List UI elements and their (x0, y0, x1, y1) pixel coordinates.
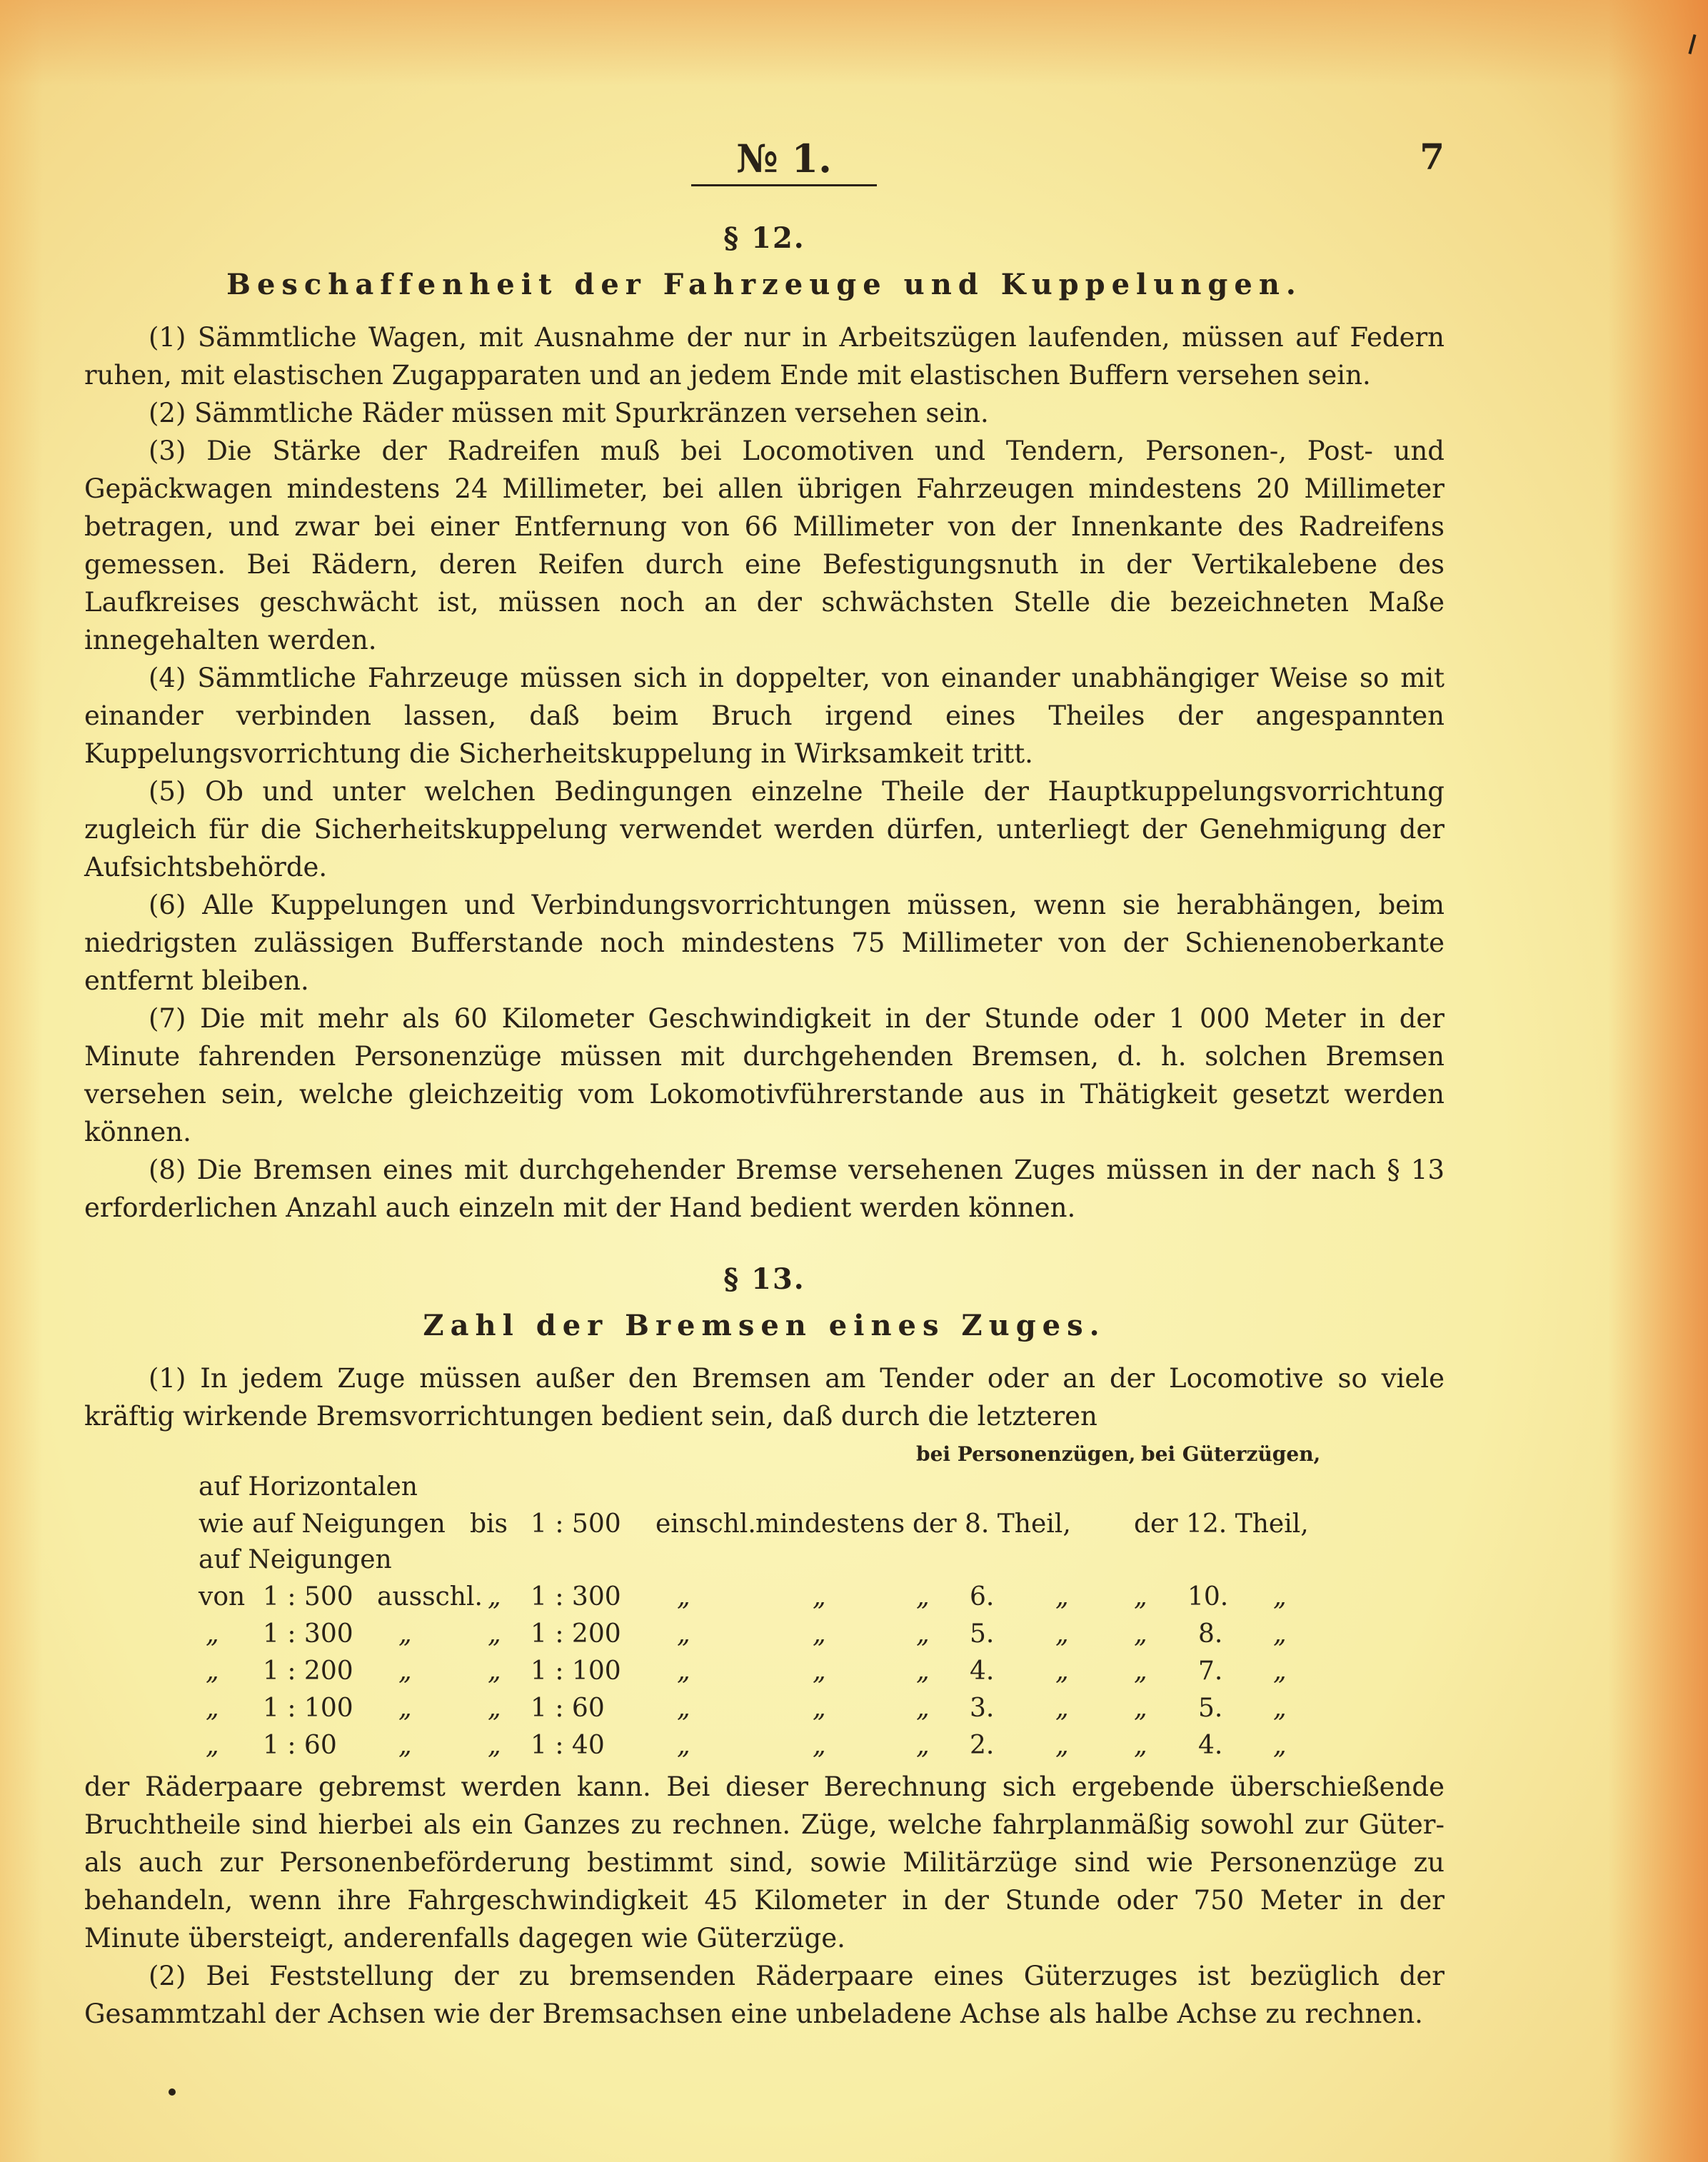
table-cell: 7. (1198, 1656, 1223, 1686)
paragraph: (6) Alle Kuppelungen und Verbindungsvorrichtungen müssen, wenn sie herabhängen, beim niedrigsten zulässigen Bufferstande noch mindestens 75 Millimeter von der Schienenoberkante entfernt bleiben. (84, 890, 1445, 996)
ditto-mark: „ (398, 1694, 412, 1723)
ditto-mark: „ (813, 1582, 826, 1612)
paragraph: (4) Sämmtliche Fahrzeuge müssen sich in doppelter, von einander unabhängiger Weise so mit einander verbinden lassen, daß beim Bruch irgend eines Theiles der angespannten Kuppelungsvorrichtung die Sicherheitskuppelung in Wirksamkeit tritt. (84, 663, 1445, 769)
table-cell: von (199, 1582, 246, 1612)
ditto-mark: „ (1134, 1656, 1147, 1686)
page-number: 7 (1420, 136, 1445, 178)
row-label: auf Neigungen (199, 1545, 392, 1574)
ditto-mark: „ (677, 1582, 690, 1612)
ditto-mark: „ (916, 1731, 930, 1760)
ditto-mark: „ (813, 1656, 826, 1686)
ditto-mark: „ (677, 1694, 690, 1723)
ditto-mark: „ (1055, 1694, 1069, 1723)
table-cell: der 12. Theil, (1134, 1509, 1309, 1539)
ditto-mark: „ (1055, 1619, 1069, 1649)
table-cell: 2. (970, 1731, 995, 1760)
row-label: auf Horizontalen (199, 1472, 418, 1502)
table-cell: 1 : 300 (263, 1619, 353, 1649)
ditto-mark: „ (1134, 1731, 1147, 1760)
section-12-number: § 12. (723, 221, 805, 255)
brake-ratio-table (84, 1435, 1445, 1760)
ditto-mark: „ (488, 1619, 501, 1649)
ditto-mark: „ (1134, 1582, 1147, 1612)
ditto-mark: „ (1273, 1619, 1287, 1649)
table-cell: 1 : 60 (263, 1731, 337, 1760)
table-cell: 10. (1187, 1582, 1229, 1612)
table-cell: 1 : 100 (531, 1656, 621, 1686)
table-cell: 1 : 60 (531, 1694, 605, 1723)
ditto-mark: „ (488, 1582, 501, 1612)
ditto-mark: „ (916, 1694, 930, 1723)
ditto-mark: „ (398, 1619, 412, 1649)
table-cell: mindestens (755, 1509, 905, 1539)
table-cell: 1 : 100 (263, 1694, 353, 1723)
paragraph: (1) In jedem Zuge müssen außer den Bremsen am Tender oder an der Locomotive so viele kräftig wirkende Bremsvorrichtungen bedient sein, daß durch die letzteren (84, 1363, 1445, 1432)
paragraph: (1) Sämmtliche Wagen, mit Ausnahme der nur in Arbeitszügen laufenden, müssen auf Federn ruhen, mit elastischen Zugapparaten und an jedem Ende mit elastischen Buffern versehen sein. (84, 322, 1445, 391)
table-cell: 8. (1198, 1619, 1223, 1649)
ditto-mark: „ (677, 1619, 690, 1649)
ditto-mark: „ (1273, 1694, 1287, 1723)
ditto-mark: „ (1055, 1656, 1069, 1686)
table-cell: 4. (970, 1656, 995, 1686)
ditto-mark: „ (488, 1694, 501, 1723)
issue-number: № 1. (691, 136, 877, 186)
ditto-mark: „ (813, 1731, 826, 1760)
ink-dot (169, 2088, 176, 2096)
ditto-mark: „ (916, 1582, 930, 1612)
ditto-mark: „ (206, 1619, 219, 1649)
column-header-personen: bei Personenzügen, (916, 1442, 1136, 1466)
table-cell: ausschl. (377, 1582, 483, 1612)
table-cell: 4. (1198, 1731, 1223, 1760)
ditto-mark: „ (206, 1731, 219, 1760)
table-cell: der 8. Theil, (913, 1509, 1071, 1539)
paper-edge-top (0, 0, 1708, 86)
table-cell: 1 : 500 (531, 1509, 621, 1539)
table-cell: 5. (1198, 1694, 1223, 1723)
ditto-mark: „ (813, 1619, 826, 1649)
ditto-mark: „ (398, 1656, 412, 1686)
table-cell: bis (470, 1509, 508, 1539)
paragraph: (5) Ob und unter welchen Bedingungen einzelne Theile der Hauptkuppelungsvorrichtung zugleich für die Sicherheitskuppelung verwendet werden dürfen, unterliegt der Genehmigung der Aufsichtsbehörde. (84, 776, 1445, 883)
section-12-title: Beschaffenheit der Fahrzeuge und Kuppelungen. (226, 268, 1302, 301)
ditto-mark: „ (677, 1656, 690, 1686)
section-13-title: Zahl der Bremsen eines Zuges. (423, 1309, 1106, 1342)
ditto-mark: „ (813, 1694, 826, 1723)
ditto-mark: „ (398, 1731, 412, 1760)
ditto-mark: „ (488, 1656, 501, 1686)
table-cell: 1 : 500 (263, 1582, 353, 1612)
table-cell: 5. (970, 1619, 995, 1649)
table-cell: 1 : 200 (263, 1656, 353, 1686)
table-cell: einschl. (655, 1509, 756, 1539)
table-cell: 6. (970, 1582, 995, 1612)
table-cell: 1 : 300 (531, 1582, 621, 1612)
ditto-mark: „ (488, 1731, 501, 1760)
ditto-mark: „ (1134, 1694, 1147, 1723)
ditto-mark: „ (1055, 1582, 1069, 1612)
ditto-mark: „ (206, 1694, 219, 1723)
ditto-mark: „ (1134, 1619, 1147, 1649)
column-header-gueter: bei Güterzügen, (1141, 1442, 1321, 1466)
paper-edge-right (1608, 0, 1708, 2162)
paragraph: (2) Sämmtliche Räder müssen mit Spurkränzen versehen sein. (149, 398, 989, 428)
table-cell: 1 : 200 (531, 1619, 621, 1649)
ditto-mark: „ (916, 1656, 930, 1686)
ditto-mark: „ (1273, 1582, 1287, 1612)
ditto-mark: „ (206, 1656, 219, 1686)
page-content (84, 136, 1445, 2033)
paragraph: der Räderpaare gebremst werden kann. Bei dieser Berechnung sich ergebende überschießende Bruchtheile sind hierbei als ein Ganzes zu rechnen. Züge, welche fahrplanmäßig sowohl zur Güter- als auch zur Personenbeförderung bestimmt sind, sowie Militärzüge sind wie Personenzüge zu behandeln, wenn ihre Fahrgeschwindigkeit 45 Kilometer in der Stunde oder 750 Meter in der Minute übersteigt, anderenfalls dagegen wie Güterzüge. (84, 1771, 1445, 1954)
table-cell: 1 : 40 (531, 1731, 605, 1760)
paragraph: (8) Die Bremsen eines mit durchgehender Bremse versehenen Zuges müssen in der nach § 13 erforderlichen Anzahl auch einzeln mit der Hand bedient werden können. (84, 1155, 1445, 1223)
section-13-number: § 13. (723, 1262, 805, 1296)
page-header (84, 136, 1445, 193)
paragraph: (7) Die mit mehr als 60 Kilometer Geschwindigkeit in der Stunde oder 1 000 Meter in der Minute fahrenden Personenzüge müssen mit durchgehenden Bremsen, d. h. solchen Bremsen versehen sein, welche gleichzeitig vom Lokomotivführerstande aus in Thätigkeit gesetzt werden können. (84, 1003, 1445, 1147)
ditto-mark: „ (677, 1731, 690, 1760)
ditto-mark: „ (1055, 1731, 1069, 1760)
paper-edge-left (0, 0, 43, 2162)
row-label: wie auf Neigungen (199, 1509, 446, 1539)
ditto-mark: „ (1273, 1656, 1287, 1686)
ditto-mark: „ (916, 1619, 930, 1649)
paragraph: (3) Die Stärke der Radreifen muß bei Locomotiven und Tendern, Personen-, Post- und Gepäckwagen mindestens 24 Millimeter, bei allen übrigen Fahrzeugen mindestens 20 Millimeter betragen, und zwar bei einer Entfernung von 66 Millimeter von der Innenkante des Radreifens gemessen. Bei Rädern, deren Reifen durch eine Befestigungsnuth in der Vertikalebene des Laufkreises geschwächt ist, müssen noch an der schwächsten Stelle die bezeichneten Maße innegehalten werden. (84, 436, 1445, 655)
paragraph: (2) Bei Feststellung der zu bremsenden Räderpaare eines Güterzuges ist bezüglich der Gesammtzahl der Achsen wie der Bremsachsen eine unbeladene Achse als halbe Achse zu rechnen. (84, 1961, 1445, 2029)
ditto-mark: „ (1273, 1731, 1287, 1760)
table-cell: 3. (970, 1694, 995, 1723)
